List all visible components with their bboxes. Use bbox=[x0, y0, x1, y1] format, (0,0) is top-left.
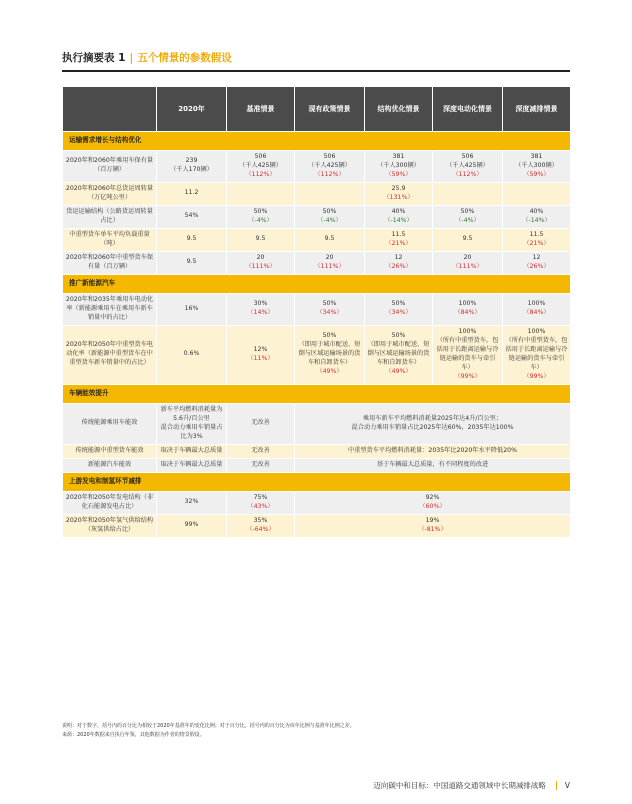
change-value: （59%） bbox=[385, 170, 412, 178]
change-value: （59%） bbox=[523, 170, 550, 178]
table-cell bbox=[433, 182, 503, 205]
change-value: （21%） bbox=[523, 239, 550, 247]
table-cell: 50% （34%） bbox=[295, 293, 365, 325]
table-cell: 12% （11%） bbox=[227, 325, 295, 384]
table-cell: 50% （即用于城市配送、短倒与区域运输场景的货车和自卸货车） （49%） bbox=[365, 325, 433, 384]
row-label: 2020年和2050年氢气供给结构（灰氢供给占比） bbox=[63, 514, 157, 537]
change-value: （26%） bbox=[385, 262, 412, 270]
table-row bbox=[63, 403, 571, 444]
column-header: 现有政策情景 bbox=[295, 87, 365, 132]
table-cell: 506 （千人425辆） （112%） bbox=[227, 151, 295, 183]
row-label: 2020年和2060年总货运周转量（万亿吨公里） bbox=[63, 182, 157, 205]
row-label: 2020年和2035年乘用车电动化率（新能源乘用车在乘用车新车销量中的占比） bbox=[63, 293, 157, 325]
table-cell: 中重型货车平均燃料消耗量：2035年比2020年水平降低20% bbox=[295, 444, 571, 458]
table-cell bbox=[295, 182, 365, 205]
change-value: （-4%） bbox=[248, 216, 273, 224]
change-value: （99%） bbox=[454, 372, 481, 380]
row-label: 2020年和2050年中重型货车电动化率（新能源中重型货车在中重型货车新车销量中的占比） bbox=[63, 325, 157, 384]
row-label: 2020年和2060年中重型货车保有量（百万辆） bbox=[63, 251, 157, 274]
table-cell: 9.5 bbox=[227, 228, 295, 251]
value-2020: 32% bbox=[157, 491, 227, 514]
section-header-row bbox=[63, 132, 571, 151]
table-cell: 506 （千人425辆） （112%） bbox=[295, 151, 365, 183]
change-value: （-14%） bbox=[522, 216, 551, 224]
change-value: （60%） bbox=[419, 502, 446, 510]
row-label: 新能源汽车能效 bbox=[63, 458, 157, 472]
change-value: （-4%） bbox=[317, 216, 342, 224]
value-2020: 取决于车辆最大总质量 bbox=[157, 458, 227, 472]
section-header-row bbox=[63, 472, 571, 491]
table-cell bbox=[503, 182, 571, 205]
table-cell: 无改善 bbox=[227, 458, 295, 472]
change-value: （111%） bbox=[314, 262, 345, 270]
table-header-row bbox=[63, 87, 571, 132]
scenario-table bbox=[62, 86, 571, 538]
note-source: 来源：2020年数据来自执行年鉴，其他数据为作者的情景假设。 bbox=[62, 731, 205, 738]
footer bbox=[373, 780, 570, 791]
table-cell: 20 （111%） bbox=[295, 251, 365, 274]
section-header-row bbox=[63, 274, 571, 293]
table-cell: 100% （84%） bbox=[433, 293, 503, 325]
row-label: 传统能源乘用车能效 bbox=[63, 403, 157, 444]
value-2020: 取决于车辆最大总质量 bbox=[157, 444, 227, 458]
section-header-row bbox=[63, 384, 571, 403]
column-header: 2020年 bbox=[157, 87, 227, 132]
table-cell: 12 （26%） bbox=[365, 251, 433, 274]
table-cell: 25.9 （131%） bbox=[365, 182, 433, 205]
change-value: （11%） bbox=[247, 354, 274, 362]
table-cell: 100% （84%） bbox=[503, 293, 571, 325]
table-cell: 20 （111%） bbox=[433, 251, 503, 274]
table-cell: 基于车辆最大总质量，有不同程度的改进 bbox=[295, 458, 571, 472]
table-cell: 11.5 （21%） bbox=[365, 228, 433, 251]
table-row bbox=[63, 514, 571, 537]
table-row bbox=[63, 251, 571, 274]
table-cell: 92% （60%） bbox=[295, 491, 571, 514]
table-cell: 381 （千人300辆） （59%） bbox=[503, 151, 571, 183]
section-title: 运输需求增长与结构优化 bbox=[63, 132, 571, 151]
value-2020: 0.6% bbox=[157, 325, 227, 384]
title-rule bbox=[62, 70, 570, 72]
section-title: 推广新能源汽车 bbox=[63, 274, 571, 293]
change-value: （43%） bbox=[247, 502, 274, 510]
table-row bbox=[63, 151, 571, 183]
change-value: （49%） bbox=[316, 368, 343, 376]
table-row bbox=[63, 205, 571, 228]
table-cell: 100% （所有中重型货车，包括用于长距离运输与冷链运输的货车与牵引车） （99%） bbox=[503, 325, 571, 384]
change-value: （34%） bbox=[316, 309, 343, 317]
table-row bbox=[63, 444, 571, 458]
column-header: 基准情景 bbox=[227, 87, 295, 132]
table-cell bbox=[227, 182, 295, 205]
table-cell: 30% （14%） bbox=[227, 293, 295, 325]
table-cell: 无改善 bbox=[227, 403, 295, 444]
change-value: （84%） bbox=[454, 309, 481, 317]
table-cell: 12 （26%） bbox=[503, 251, 571, 274]
change-value: （34%） bbox=[385, 309, 412, 317]
row-label: 货运运输结构（公路货运周转量占比） bbox=[63, 205, 157, 228]
change-value: （14%） bbox=[247, 309, 274, 317]
table-row bbox=[63, 325, 571, 384]
row-label: 中重型货车单车平均负载重量（吨） bbox=[63, 228, 157, 251]
table-row bbox=[63, 228, 571, 251]
column-header bbox=[63, 87, 157, 132]
change-value: （112%） bbox=[452, 170, 483, 178]
row-label: 2020年和2050年发电结构（非化石能源发电占比） bbox=[63, 491, 157, 514]
note-explanation: 说明：对于数字，括号内的百分比为相较于2020年基准年的变化比例；对于百分比，括号内的百分比为该年比例与基准年比例之差。 bbox=[62, 723, 355, 729]
row-label: 传统能源中重型货车能效 bbox=[63, 444, 157, 458]
table-row bbox=[63, 458, 571, 472]
table-cell: 381 （千人300辆） （59%） bbox=[365, 151, 433, 183]
title-prefix: 执行摘要表 1 bbox=[62, 52, 126, 64]
table-cell: 50% （-4%） bbox=[227, 205, 295, 228]
table-cell: 9.5 bbox=[295, 228, 365, 251]
change-value: （-64%） bbox=[246, 525, 275, 533]
table-cell: 50% （-4%） bbox=[295, 205, 365, 228]
value-2020: 54% bbox=[157, 205, 227, 228]
change-value: （49%） bbox=[385, 368, 412, 376]
column-header: 结构优化情景 bbox=[365, 87, 433, 132]
page-title bbox=[62, 50, 232, 65]
column-header: 深度电动化情景 bbox=[433, 87, 503, 132]
section-title: 车辆能效提升 bbox=[63, 384, 571, 403]
table-cell: 100% （所有中重型货车，包括用于长距离运输与冷链运输的货车与牵引车） （99%） bbox=[433, 325, 503, 384]
table-cell: 9.5 bbox=[433, 228, 503, 251]
value-2020: 239 （千人170辆） bbox=[157, 151, 227, 183]
table-cell: 乘用车新车平均燃料消耗量2025年达4升/百公里； 混合动力乘用车销量占比2025年达60%，2035年达100% bbox=[295, 403, 571, 444]
table-cell: 19% （-81%） bbox=[295, 514, 571, 537]
table-row bbox=[63, 182, 571, 205]
table-cell: 506 （千人425辆） （112%） bbox=[433, 151, 503, 183]
change-value: （112%） bbox=[314, 170, 345, 178]
value-2020: 11.2 bbox=[157, 182, 227, 205]
value-2020: 9.5 bbox=[157, 228, 227, 251]
table-cell: 75% （43%） bbox=[227, 491, 295, 514]
table-cell: 50% （-4%） bbox=[433, 205, 503, 228]
change-value: （112%） bbox=[245, 170, 276, 178]
table-cell: 11.5 （21%） bbox=[503, 228, 571, 251]
section-title: 上游发电和制氢环节减排 bbox=[63, 472, 571, 491]
change-value: （-14%） bbox=[384, 216, 413, 224]
change-value: （111%） bbox=[245, 262, 276, 270]
change-value: （21%） bbox=[385, 239, 412, 247]
page-number: V bbox=[556, 781, 570, 790]
change-value: （-4%） bbox=[455, 216, 480, 224]
table-cell: 40% （-14%） bbox=[365, 205, 433, 228]
table-row bbox=[63, 491, 571, 514]
table-cell: 20 （111%） bbox=[227, 251, 295, 274]
table-cell: 50% （即用于城市配送、短倒与区域运输场景的货车和自卸货车） （49%） bbox=[295, 325, 365, 384]
value-2020: 99% bbox=[157, 514, 227, 537]
change-value: （131%） bbox=[383, 193, 414, 201]
value-2020: 9.5 bbox=[157, 251, 227, 274]
footer-text: 迈向碳中和目标：中国道路交通领域中长期减排战略 bbox=[373, 781, 546, 790]
row-label: 2020年和2060年乘用车保有量（百万辆） bbox=[63, 151, 157, 183]
table-cell: 无改善 bbox=[227, 444, 295, 458]
change-value: （-81%） bbox=[418, 525, 447, 533]
change-value: （26%） bbox=[523, 262, 550, 270]
title-text: 五个情景的参数假设 bbox=[137, 52, 232, 64]
column-header: 深度减排情景 bbox=[503, 87, 571, 132]
value-2020: 新车平均燃料消耗量为5.6升/百公里 混合动力乘用车销量占比为3% bbox=[157, 403, 227, 444]
table-row bbox=[63, 293, 571, 325]
table-cell: 40% （-14%） bbox=[503, 205, 571, 228]
change-value: （99%） bbox=[523, 372, 550, 380]
table-cell: 50% （34%） bbox=[365, 293, 433, 325]
change-value: （84%） bbox=[523, 309, 550, 317]
table-cell: 35% （-64%） bbox=[227, 514, 295, 537]
value-2020: 16% bbox=[157, 293, 227, 325]
notes bbox=[62, 722, 355, 739]
change-value: （111%） bbox=[452, 262, 483, 270]
title-separator: | bbox=[129, 52, 134, 64]
